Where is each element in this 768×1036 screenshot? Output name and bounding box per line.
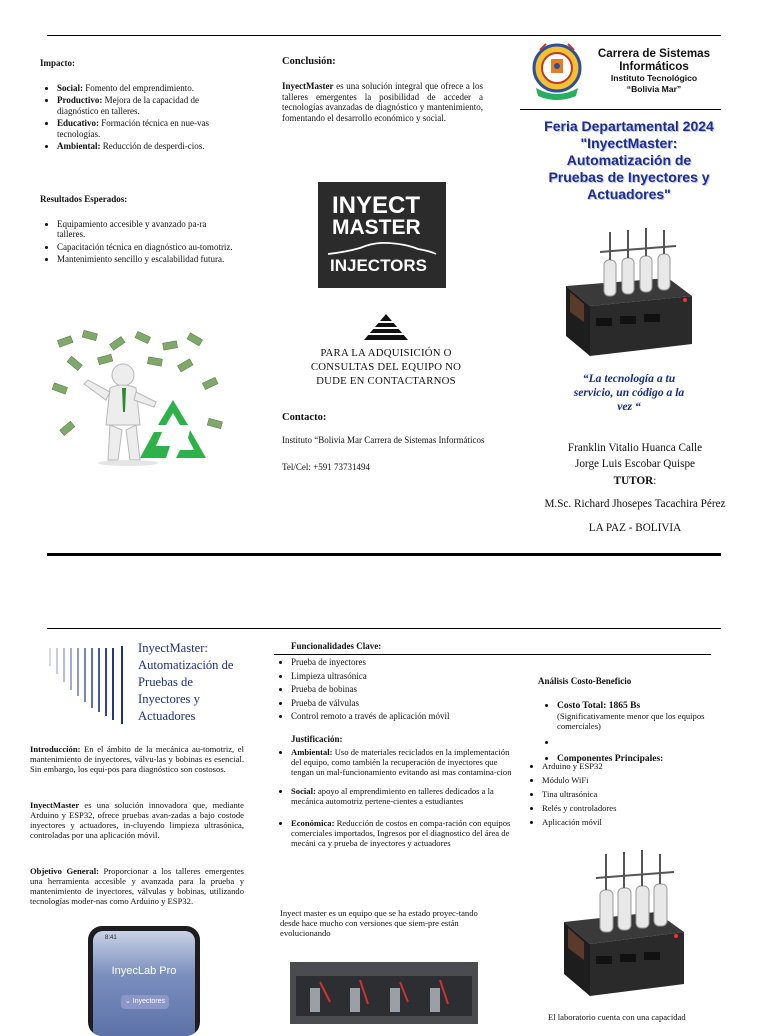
list-item: • Aplicación móvil [542,817,722,827]
page2-top-rule [47,628,721,629]
list-item: • Limpieza ultrasónica [291,671,511,682]
prototype-photo [290,962,478,1024]
list-item: • Económica: Reducción de costos en compa-ración con equipos comerciales importados, Ingresos por el diagnostico del área de mecáni ca y prueba de inyectores y actuadores [291,818,513,848]
costo-title: Análisis Costo-Beneficio [538,676,632,686]
justificacion-list [274,747,513,850]
top-rule [47,35,721,36]
phone-button-label: Inyectores [132,998,166,1005]
tutor-label: TUTOR: [613,475,657,487]
list-item: • Equipamiento accesible y avanzado pa-ra talleres. [57,219,233,240]
contacto-section [282,412,487,472]
list-item: • Social: apoyo al emprendimiento en talleres dedicados a la mecánica automotriz pertene-cientes a estudiantes [291,786,513,806]
list-item: • Ambiental: Reducción de desperdi-cios. [57,141,233,152]
contacto-tel: Tel/Cel: +591 73731494 [282,461,370,472]
description-paragraph: InyectMaster es una solución innovadora que, mediante Arduino y ESP32, ofrece pruebas avan-zadas a bajo costode inyectores y actuadores, in-cluyendo limpieza ultrasónica, controladas por una aplicación móvil. [30,800,244,840]
fold-rule [47,553,721,556]
list-item-empty [557,737,737,747]
logo-line3: INJECTORS [330,256,427,275]
list-item: • Ambiental: Uso de materiales reciclados en la implementación del equipo, como también la recuperación de inyectores que tengan un mal-funcionamiento evitando asi mas contamina-cion [291,747,513,777]
list-item: • Relés y controladores [542,803,722,813]
phone-time: 8:41 [105,935,117,941]
funcionalidades-title: Funcionalidades Clave: [291,641,382,651]
author-1: Franklin Vitalio Huanca Calle [567,442,703,454]
list-item: • Prueba de válvulas [291,698,511,709]
authors [528,440,742,536]
institute-seal-icon [532,40,582,102]
impacto-section [40,58,233,154]
contacto-title: Contacto: [282,412,327,423]
lab-capacity-text: El laboratorio cuenta con una capacidad [548,1012,686,1022]
impacto-list [40,83,233,152]
phone-injectors-button[interactable]: ⌄ Inyectores [121,995,169,1009]
list-item: • Componentes Principales: [557,753,737,764]
resultados-list [40,219,233,265]
city: LA PAZ - BOLIVIA [588,522,682,534]
impacto-title: Impacto: [40,58,75,68]
list-item: • Costo Total: 1865 Bs (Significativamente menor que los equipos comerciales) [557,700,737,731]
tutor-name: M.Sc. Richard Jhosepes Tacachira Pérez [544,498,726,510]
list-item: • Educativo: Formación técnica en nue-vas tecnologías. [57,118,233,139]
list-item: • Arduino y ESP32 [542,761,722,771]
slogan: “La tecnología a tu servicio, un código a la vez “ [573,372,685,413]
list-item: • Módulo WiFi [542,775,722,785]
list-item: • Prueba de bobinas [291,684,511,695]
list-item: • Capacitación técnica en diagnóstico au-tomotriz. [57,242,233,253]
resultados-section [40,194,233,267]
list-item: • Mantenimiento sencillo y escalabilidad futura. [57,254,233,265]
pyramid-arrow-icon [358,312,416,342]
inyectmaster-logo [318,182,446,288]
instituto-text: Instituto Tecnológico [610,73,698,83]
list-item: • Productivo: Mejora de la capacidad de diagnóstico en talleres. [57,95,233,116]
objetivo-paragraph: Objetivo General: Proporcionar a los talleres emergentes una herramienta accesible y avanzada para la prueba y mantenimiento de inyectores, válvulas y bobinas, utilizando tecnologías moder-nas como Arduino y ESP32. [30,866,244,906]
conclusion-title: Conclusión: [282,56,336,67]
bolivia-mar-text: “Bolivia Mar” [626,84,682,94]
costo-list [540,700,737,766]
cover-header [588,47,720,95]
logo-line2: MASTER [332,216,421,239]
injector-machine-image-2 [556,848,696,998]
contacto-inst: Instituto “Bolivia Mar Carrera de Sistemas Informáticos [282,435,485,445]
money-recycle-illustration [48,330,228,470]
componentes-list [525,761,722,831]
list-item: • Prueba de inyectores [291,657,511,668]
phone-app-name: InyecLab Pro [111,965,177,977]
feria-title: Feria Departamental 2024 "InyectMaster: Automatización de Pruebas de Inyectores y Actuadores" [544,118,714,202]
list-item: • Social: Fomento del emprendimiento. [57,83,233,94]
resultados-title: Resultados Esperados: [40,194,128,204]
evolucion-paragraph: Inyect master es un equipo que se ha estado proyec-tando desde hace mucho con versiones que siem-pre están evolucionando [280,908,478,938]
author-2: Jorge Luis Escobar Quispe [574,458,696,470]
funcionalidades-rule [274,654,711,655]
cover-header-rule [520,109,721,110]
funcionalidades-list [274,657,511,725]
conclusion-text: InyectMaster es una solución integral que ofrece a los talleres emergentes la posibilidad de acceder a tecnologías avanzadas de diagnóstico y mantenimiento, fomentando el desarrollo económico y social. [282,81,483,123]
justificacion-title: Justificación: [291,734,343,744]
page2-main-title: InyectMaster: Automatización de Pruebas de Inyectores y Actuadores [138,641,234,723]
phone-mockup [88,926,200,1036]
list-item: • Tina ultrasónica [542,789,722,799]
car-silhouette-icon [326,240,438,256]
conclusion-section [282,56,483,123]
injector-machine-image [560,226,700,358]
carrera-text: Carrera de Sistemas Informáticos [597,47,711,73]
title-decoration-bars [46,646,134,724]
adquisicion-text: PARA LA ADQUISICIÓN O CONSULTAS DEL EQUIPO NO DUDE EN CONTACTARNOS [310,347,462,387]
intro-paragraph: Introducción: En el ámbito de la mecánica au-tomotriz, el mantenimiento de inyectores, válvu-las y bobinas es esencial. Sin embargo, los equi-pos para diagnóstico son costosos. [30,744,244,774]
list-item: • Control remoto a través de aplicación móvil [291,711,511,722]
logo-line1: INYECT [332,192,421,219]
phone-screen [93,931,195,1036]
